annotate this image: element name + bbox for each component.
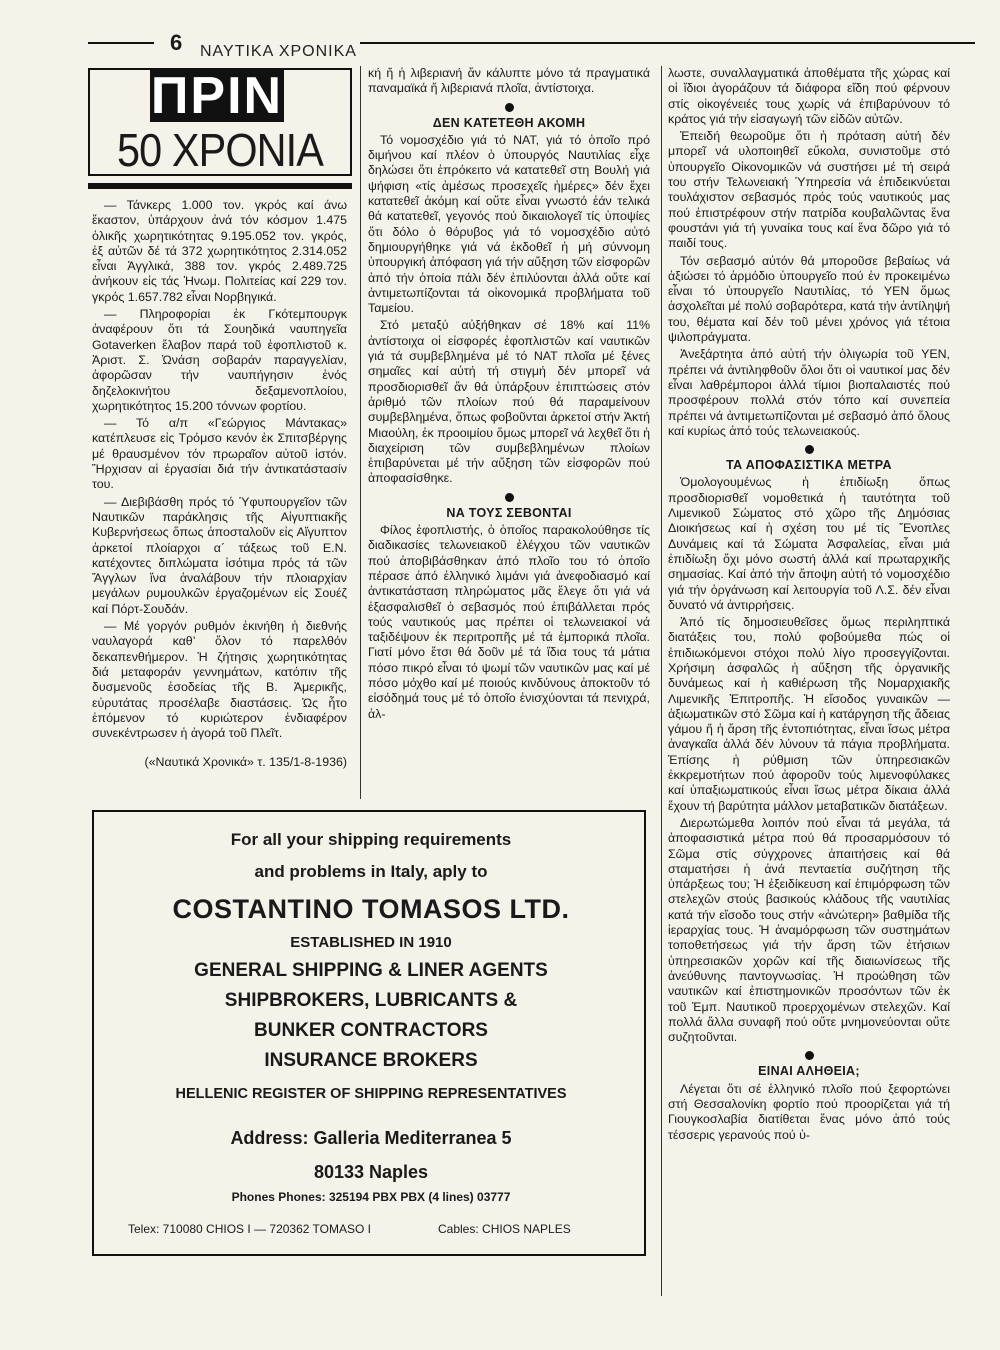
- header-rule-right: [360, 42, 975, 44]
- column-1: [92, 198, 347, 771]
- paragraph: Λέγεται ὅτι σέ ἑλληνικό πλοῖο πού ξεφορτώνει στή Θεσσαλονίκη φορτίο πού προορίζεται γιά τή Γιουγκοσλαβία διατίθεται ἕνας μόνο ἀπό τούς τέσσερις γερανούς πού ὑ-: [668, 1081, 950, 1142]
- section-heading: ΝΑ ΤΟΥΣ ΣΕΒΟΝΤΑΙ: [446, 505, 572, 520]
- paragraph: — Τάνκερς 1.000 τον. γκρός καί άνω ἕκαστον, ὑπάρχουν ἀνά τόν κόσμον 1.475 ὁλικῆς χωρητικότητας 9.195.052 τον. γκρός, ἐξ αὐτῶν δέ τά 372 χωρητικότητος 2.314.052 εἶναι Ἀγγλικά, 388 τον. γκρός 2.489.725 ἀνήκουν εἰς τάς Ἡνωμ. Πολιτείας καί 229 τον. γκρός 1.657.782 εἶναι Νορβηγικά.: [92, 198, 347, 304]
- column-2: [368, 66, 650, 724]
- ad-phones: Phones Phones: 325194 PBX PBX (4 lines) 03777: [231, 1190, 511, 1204]
- ad-service: INSURANCE BROKERS: [264, 1050, 478, 1071]
- ad-address: Address: Galleria Mediterranea 5: [230, 1128, 512, 1148]
- advertisement: [92, 810, 646, 1256]
- ad-company-name: COSTANTINO TOMASOS LTD.: [172, 894, 570, 924]
- ad-service: BUNKER CONTRACTORS: [254, 1020, 488, 1041]
- paragraph: Τό νομοσχέδιο γιά τό ΝΑΤ, γιά τό ὁποῖο πρό διμήνου καί πλέον ὁ ὑπουργός Ναυτιλίας εἶχε δηλώσει ὅτι ἐπρόκειτο νά κατατεθεῖ στη Βουλή γιά ψήφιση «τίς ἀμέσως προσεχεῖς ἡμέρες» δέν ἔχει κατατεθεῖ ἀκόμη καί οὔτε εἶναι γνωστό ἐάν τελικά θά κατατεθεῖ, γεγονός πού δικαιολογεῖ τίς ὑποψίες ὅτι δόλο ὁ θόρυβος γιά τό νομοσχέδιο αὐτό δημιουργήθηκε γιά νά ἐκδοθεῖ ἡ μή σύννομη ὑπουργική ἀπόφαση γιά τήν αὔξηση τῶν εἰσφορῶν ἀπό τήν ὁποία πάλι δέν ἐπιλύονται ἀλλά οὔτε καί ἀντιμετωπίζονται τά οἰκονομικά προβλήματα τοῦ Ταμείου.: [368, 132, 650, 316]
- section-heading: ΕΙΝΑΙ ΑΛΗΘΕΙΑ;: [758, 1064, 860, 1079]
- ad-intro-line: and problems in Italy, aply to: [254, 862, 488, 881]
- paragraph: λωστε, συναλλαγματικά ἀποθέματα τῆς χώρας καί οἱ ἴδιοι ἀγοράζουν τά διάφορα εἴδη πού φέρνουν στίς οἰκογένειές τους χωρίς νά ἐπιβαρύνουν τό κράτος γιά τήν εἰσαγωγή τῶν εἰδῶν αὐτῶν.: [668, 66, 950, 126]
- ad-established: ESTABLISHED IN 1910: [290, 934, 452, 951]
- ad-telex: Telex: 710080 CHIOS I — 720362 TOMASO I: [128, 1222, 372, 1236]
- prin-rule: [88, 183, 352, 189]
- ad-service: GENERAL SHIPPING & LINER AGENTS: [194, 960, 548, 981]
- paragraph: κή ἤ ἡ λιβεριανή ἄν κάλυπτε μόνο τά πραγματικά παναμαϊκά ἤ λιβεριανά πλοῖα, ἀντίστοιχα.: [368, 66, 650, 96]
- paragraph: Ἀνεξάρτητα ἀπό αὐτή τήν ὀλιγωρία τοῦ ΥΕΝ, πρέπει νά ἀντιληφθοῦν ὅλοι ὅτι οἱ ναυτικοί μας δέν εἶναι λαθρέμποροι ἀλλά τίμιοι βιοπαλαιστές πού προσφέρουν πολλά στόν τόπο καί συνεπεία πρέπει νά ἀντιμετωπίζονται μέ σεβασμό ἀπό ὅλους καί κυρίως ἀπό τούς τελωνειακούς.: [668, 347, 950, 438]
- page-number: 6: [170, 30, 183, 55]
- masthead: ΝΑΥΤΙΚΑ ΧΡΟΝΙΚΑ: [200, 43, 357, 60]
- column-3: [668, 66, 950, 1145]
- bullet-divider-icon: [505, 493, 514, 502]
- paragraph: — Τό α/π «Γεώργιος Μάντακας» κατέπλευσε εἰς Τρόμσο κενόν ἐκ Σπιτσβέργης μέ θραυσμένον τόν πρωραῖον αὐτοῦ ἱστόν. Ἤρχισαν αἱ ἐργασίαι διά τήν ἀντικατάστασίν του.: [92, 416, 347, 492]
- bullet-divider-icon: [805, 1051, 814, 1060]
- ad-service: SHIPBROKERS, LUBRICANTS &: [224, 990, 518, 1011]
- ad-postcode: 80133 Naples: [313, 1162, 429, 1182]
- header-rule-left: [88, 42, 154, 44]
- paragraph: — Μέ γοργόν ρυθμόν ἐκινήθη ἡ διεθνής ναυλαγορά καθ’ ὅλον τό παρελθόν δεκαπενθήμερον. Ἡ ζήτησις χωρητικότητας διά μεταφοράν γεννημάτων, κατόπιν τῆς δυσμενοῦς ἐσοδείας τῆς Β. Ἀμερικῆς, εὐρυτάτας προσέλαβε διαστάσεις. Ὡς ἦτο ἑπόμενον τό κυριώτερον ἐνδιαφέρον συνεκέντρωσεν ἡ ἀγορά τοῦ Πλεῖτ.: [92, 619, 347, 741]
- paragraph: Ἀπό τίς δημοσιευθεῖσες ὅμως περιληπτικά διατάξεις του, πολύ φοβούμεθα πώς οἱ ἐπιδιωκόμενοι στόχοι πολύ λίγο προσεγγίζονται. Χρήσιμη ἀσφαλῶς ἡ αὔξηση τῆς ὀργανικῆς δυνάμεως καί ἡ καθιέρωση τῆς Νομαρχιακῆς Λιμενικῆς Ἐπιτροπῆς. Ἡ εἴσοδος γυναικῶν — ἀξιωματικῶν στό Σῶμα καί ἡ κατάργηση τῆς ἄδειας γάμου ἤ ἡ ἄρση τῆς ἐντοπιότητας, εἶναι ἴσως μέτρα ἀναγκαῖα ἀλλά δέν λύνουν τά πάγια προβλήματα. Ἐπίσης ἡ ρύθμιση τῶν ὑπηρεσιακῶν ἐκκρεμοτήτων πού ἀφοροῦν τούς λιμενοφύλακες καί ὑπαξιωματικούς εἶναι ἴσως μέτρα δίκαια ἀλλά ἔχουν τή βαρύτητα μάλλον μεταβατικῶν διατάξεων.: [668, 615, 950, 813]
- bullet-divider-icon: [805, 445, 814, 454]
- prin-subtitle: 50 ΧΡΟΝΙΑ: [117, 124, 323, 176]
- section-heading: ΔΕΝ ΚΑΤΕΤΕΘΗ ΑΚΟΜΗ: [432, 115, 586, 130]
- paragraph: Στό μεταξύ αὐξήθηκαν σέ 18% καί 11% ἀντίστοιχα οἱ εἰσφορές ἐφοπλιστῶν καί ναυτικῶν γιά τά συμβεβλημένα μέ τό ΝΑΤ πλοῖα μέ ξένες σημαῖες καί αὐτή τή στιγμή δέν μπορεῖ νά προσδιορισθεῖ ἄν θά ὑπάρξουν ἐπιπτώσεις στόν ἀριθμό τῶν πλοίων πού θά παραμείνουν συμβεβλημένα, ὅπως φοβοῦνται ἀρκετοί στήν Ἀκτή Μιαούλη, ἐκ προοιμίου ὅμως μπορεῖ νά λεχθεῖ ὅτι ἡ διαχείριση τῶν συμβεβλημένων πλοίων ἐπιβαρύνεται μέ τήν αὔξηση τῶν εἰσφορῶν πού ἀποφασίσθηκε.: [368, 318, 650, 486]
- paragraph: — Διεβιβάσθη πρός τό Ὑφυπουργεῖον τῶν Ναυτικῶν παράκλησις τῆς Αἰγυπτιακῆς Κυβερνήσεως ὅπως ἀποσταλοῦν εἰς Αἴγυπτον ἀρκετοί πλοίαρχοι α΄ τάξεως τοῦ Ε.Ν. κατέχοντες διπλώματα ἰσότιμα πρός τά τῶν Ἄγγλων ἵνα ἀναλάβουν τήν πλοιαρχίαν μεγάλων ρυμουλκῶν ἐργαζομένων εἰς Σουέζ καί Πόρτ-Σουδάν.: [92, 494, 347, 616]
- prin-title: ΠΡΙΝ: [150, 67, 284, 125]
- source-citation: («Ναυτικά Χρονικά» τ. 135/1-8-1936): [144, 755, 347, 770]
- ad-cables: Cables: CHIOS NAPLES: [438, 1222, 571, 1236]
- bullet-divider-icon: [505, 103, 514, 112]
- paragraph: Τόν σεβασμό αὐτόν θά μποροῦσε βεβαίως νά ἀξιώσει τό ἁρμόδιο ὑπουργεῖο πού ἐν προκειμένω εἶναι τό ὑπουργεῖο Ναυτιλίας, τό ΥΕΝ ὅμως ἀσχολεῖται μέ πολύ σοβαρότερα, κατά τήν ἀντίληψή του, θέματα καί δέν τοῦ μένει χρόνος γιά τέτοια ψιλοπράγματα.: [668, 253, 950, 345]
- paragraph: Φίλος ἐφοπλιστής, ὁ ὁποῖος παρακολούθησε τίς διαδικασίες τελωνειακοῦ ἐλέγχου τῶν ναυτικῶν πού ἀποβιβάσθηκαν ἀπό πλοῖο του τό ὁποῖο πέρασε ἀπό ἑλληνικό λιμάνι γιά ἀνεφοδιασμό καί ἀντικατάσταση πληρώματος μᾶς ἔλεγε ὅτι γιά νά ἐξασφαλισθεῖ ὁ σεβασμός πού ἐπιβάλλεται πρός τούς ναυτικούς μας πρέπει οἱ τελωνειακοί νά ταξιδέψουν ἐκ περιτροπῆς μέ τά ἐμπορικά πλοῖα. Γιατί μόνο ἔτσι θά δοῦν μέ τά ἴδια τους τά μάτια πόσο πικρό εἶναι τό ψωμί τῶν ναυτικῶν μας καί μέ πόσο μόχθο καί μέ ποιούς κινδύνους ἀποκτοῦν τό εἰσόδημά τους μέ τό ὁποῖο ἐνισχύονται τά πενιχρά, ἀλ-: [368, 523, 650, 721]
- ad-register: HELLENIC REGISTER OF SHIPPING REPRESENTATIVES: [175, 1086, 567, 1102]
- column-divider: [360, 66, 361, 799]
- paragraph: Ἐπειδή θεωροῦμε ὅτι ἡ πρόταση αὐτή δέν μπορεῖ νά υλοποιηθεῖ εὔκολα, συνιστοῦμε στό ὑπουργεῖο Οἰκονομικῶν νά συστήσει μέ τή σειρά του στήν Τελωνειακή Ὑπηρεσία νά ἐπιδεικνύεται τουλάχιστον σεβασμός πρός τούς ναυτικούς μας πού ἐπιστρέφουν στήν πατρίδα κουβαλῶντας ἕνα φουστάνι γιά τή γυναίκα τους καί ἕνα δῶρο γιά τό παιδί τους.: [668, 129, 950, 251]
- column-divider: [661, 66, 662, 1296]
- ad-intro-line: For all your shipping requirements: [230, 830, 512, 849]
- paragraph: — Πληροφορίαι ἐκ Γκότεμπουργκ ἀναφέρουν ὅτι τά Σουηδικά ναυπηγεῖα Gotaverken ἔλαβον παρά τοῦ ἐφοπλιστοῦ κ. Ἀριστ. Σ. Ὠνάση σοβαράν παραγγελίαν, ἀφορῶσαν τήν ναυπήγησιν ἑνός δηζελοκινήτου δεξαμενοπλοίου, χωρητικότητος 15.200 τόννων φορτίου.: [92, 307, 347, 413]
- paragraph: Ὁμολογουμένως ἡ ἐπιδίωξη ὅπως προσδιορισθεῖ νομοθετικά ἡ ταυτότητα τοῦ Λιμενικοῦ Σώματος στό χῶρο τῆς Δημόσιας Διοικήσεως καί ἡ σχέση του μέ τίς Ἔνοπλες Δυνάμεις καί τά Σώματα Ἀσφαλείας, εἶναι μιά ἐπιδίωξη ὄχι μόνο σωστή ἀλλά καί πρωταρχικῆς σημασίας. Καί ἀπό τήν ἄποψη αὐτή τό νομοσχέδιο γιά τήν ὀργάνωση καί λειτουργία τοῦ Λ.Σ. δέν εἶναι δυνατό νά ἀντιρρήσεις.: [668, 475, 950, 612]
- paragraph: Διερωτώμεθα λοιπόν πού εἶναι τά μεγάλα, τά ἀποφασιστικά μέτρα πού θά προσαρμόσουν τό Σῶμα στίς σύγχρονες ἀπαιτήσεις καί θά σταματήσει ἡ ἀνά πενταετία συζήτηση τῆς ὑπάρξεως του; Ἡ ἐξειδίκευση καί ἐπιμόρφωση τῶν στελεχῶν στούς βασικούς κλάδους τῆς ναυτιλίας κατά τήν εἴσοδο τους στήν «ἀνώτερη» βαθμίδα τῆς ἱεραρχίας τους. Ἡ ἀναμόρφωση τῶν συστημάτων τοποθετήσεως γιά τήν ἄρση τῶν ἐτήσιων ὑπηρεσιακῶν χορῶν καί τῆς διαιωνίσεως τῆς ἀνεύθυνης παντογνωσίας. Ἡ προώθηση τῶν ναυτικῶν καί ἐπιστημονικῶν προσόντων τῶν ἐκ τοῦ Ἐμπ. Ναυτικοῦ προερχομένων στελεχῶν. Καί πολλά ἄλλα συναφῆ πού οὔτε μνημονεύονται οὔτε συζητοῦνται.: [668, 815, 950, 1045]
- section-heading: ΤΑ ΑΠΟΦΑΣΙΣΤΙΚΑ ΜΕΤΡΑ: [726, 458, 892, 473]
